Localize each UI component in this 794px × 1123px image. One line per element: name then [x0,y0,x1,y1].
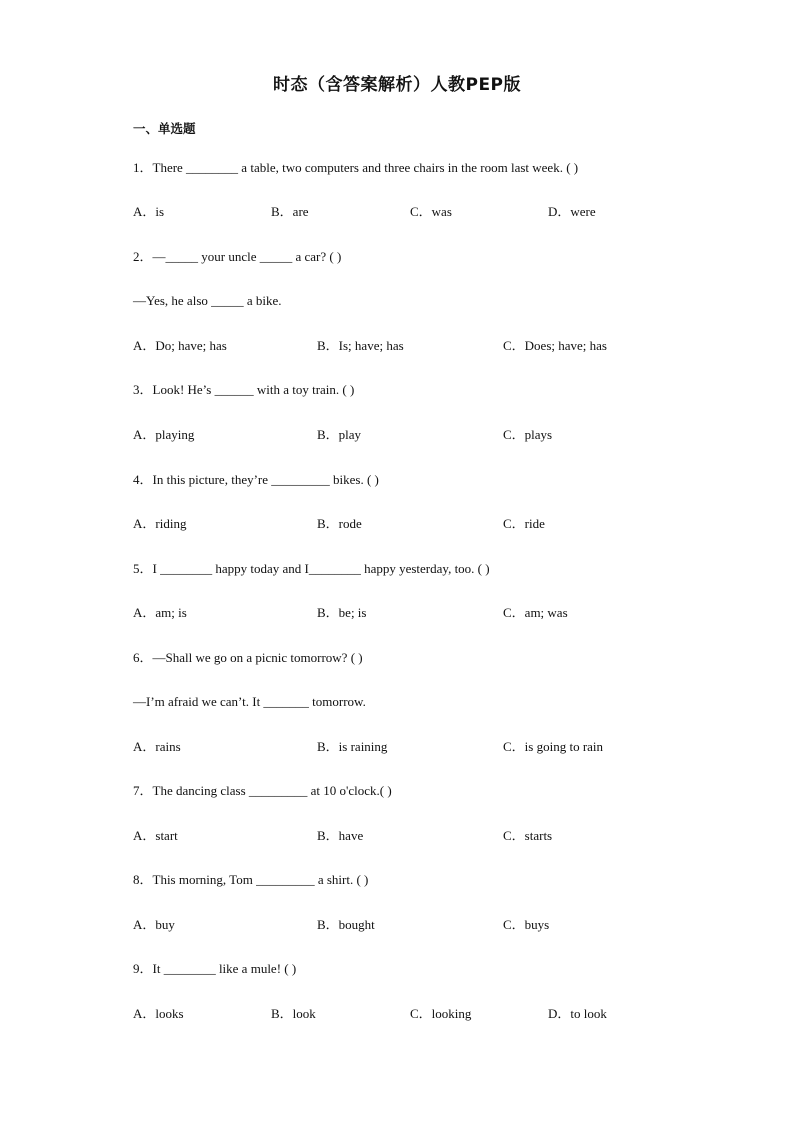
question-1-stem: 1．There ________ a table, two computers and three chairs in the room last week. ( ) [133,160,579,175]
question-8-stem: 8．This morning, Tom _________ a shirt. ( ) [133,872,369,887]
question-5-option-a[interactable]: A．am; is [133,605,187,620]
question-9-stem: 9．It ________ like a mule! ( ) [133,961,297,976]
question-9-option-c[interactable]: C．looking [410,1006,472,1021]
question-5-stem: 5．I ________ happy today and I________ happy yesterday, too. ( ) [133,561,490,576]
page-title: 时态（含答案解析）人教PEP版 [272,75,522,95]
question-3-option-a[interactable]: A．playing [133,427,195,442]
question-9-option-a[interactable]: A．looks [133,1006,184,1021]
section-heading: 一、单选题 [133,121,196,136]
question-5-option-b[interactable]: B．be; is [317,605,367,620]
question-6-option-a[interactable]: A．rains [133,739,181,754]
question-6-option-b[interactable]: B．is raining [317,739,388,754]
question-4-option-c[interactable]: C．ride [503,516,545,531]
question-4-stem: 4．In this picture, they’re _________ bikes. ( ) [133,472,379,487]
question-2-stem: 2．—_____ your uncle _____ a car? ( ) [133,249,342,264]
question-7-option-a[interactable]: A．start [133,828,178,843]
question-7-option-c[interactable]: C．starts [503,828,553,843]
question-8-option-a[interactable]: A．buy [133,917,175,932]
question-6-stem: 6．—Shall we go on a picnic tomorrow? ( ) [133,650,363,665]
question-7-option-b[interactable]: B．have [317,828,364,843]
question-9-option-d[interactable]: D．to look [548,1006,607,1021]
question-6-option-c[interactable]: C．is going to rain [503,739,604,754]
question-4-option-b[interactable]: B．rode [317,516,362,531]
question-6-stem-line-2: —I’m afraid we can’t. It _______ tomorrow. [133,694,366,709]
question-3-option-c[interactable]: C．plays [503,427,553,442]
question-7-stem: 7．The dancing class _________ at 10 o'clock.( ) [133,783,392,798]
question-8-option-b[interactable]: B．bought [317,917,375,932]
question-3-stem: 3．Look! He’s ______ with a toy train. ( ) [133,382,355,397]
question-2-option-c[interactable]: C．Does; have; has [503,338,607,353]
question-1-option-a[interactable]: A．is [133,204,165,219]
question-2-option-a[interactable]: A．Do; have; has [133,338,227,353]
question-2-stem-line-2: —Yes, he also _____ a bike. [133,293,282,308]
question-1-option-c[interactable]: C．was [410,204,452,219]
question-4-option-a[interactable]: A．riding [133,516,187,531]
question-5-option-c[interactable]: C．am; was [503,605,568,620]
question-8-option-c[interactable]: C．buys [503,917,550,932]
question-3-option-b[interactable]: B．play [317,427,362,442]
question-1-option-d[interactable]: D．were [548,204,596,219]
question-2-option-b[interactable]: B．Is; have; has [317,338,404,353]
question-9-option-b[interactable]: B．look [271,1006,316,1021]
question-1-option-b[interactable]: B．are [271,204,309,219]
